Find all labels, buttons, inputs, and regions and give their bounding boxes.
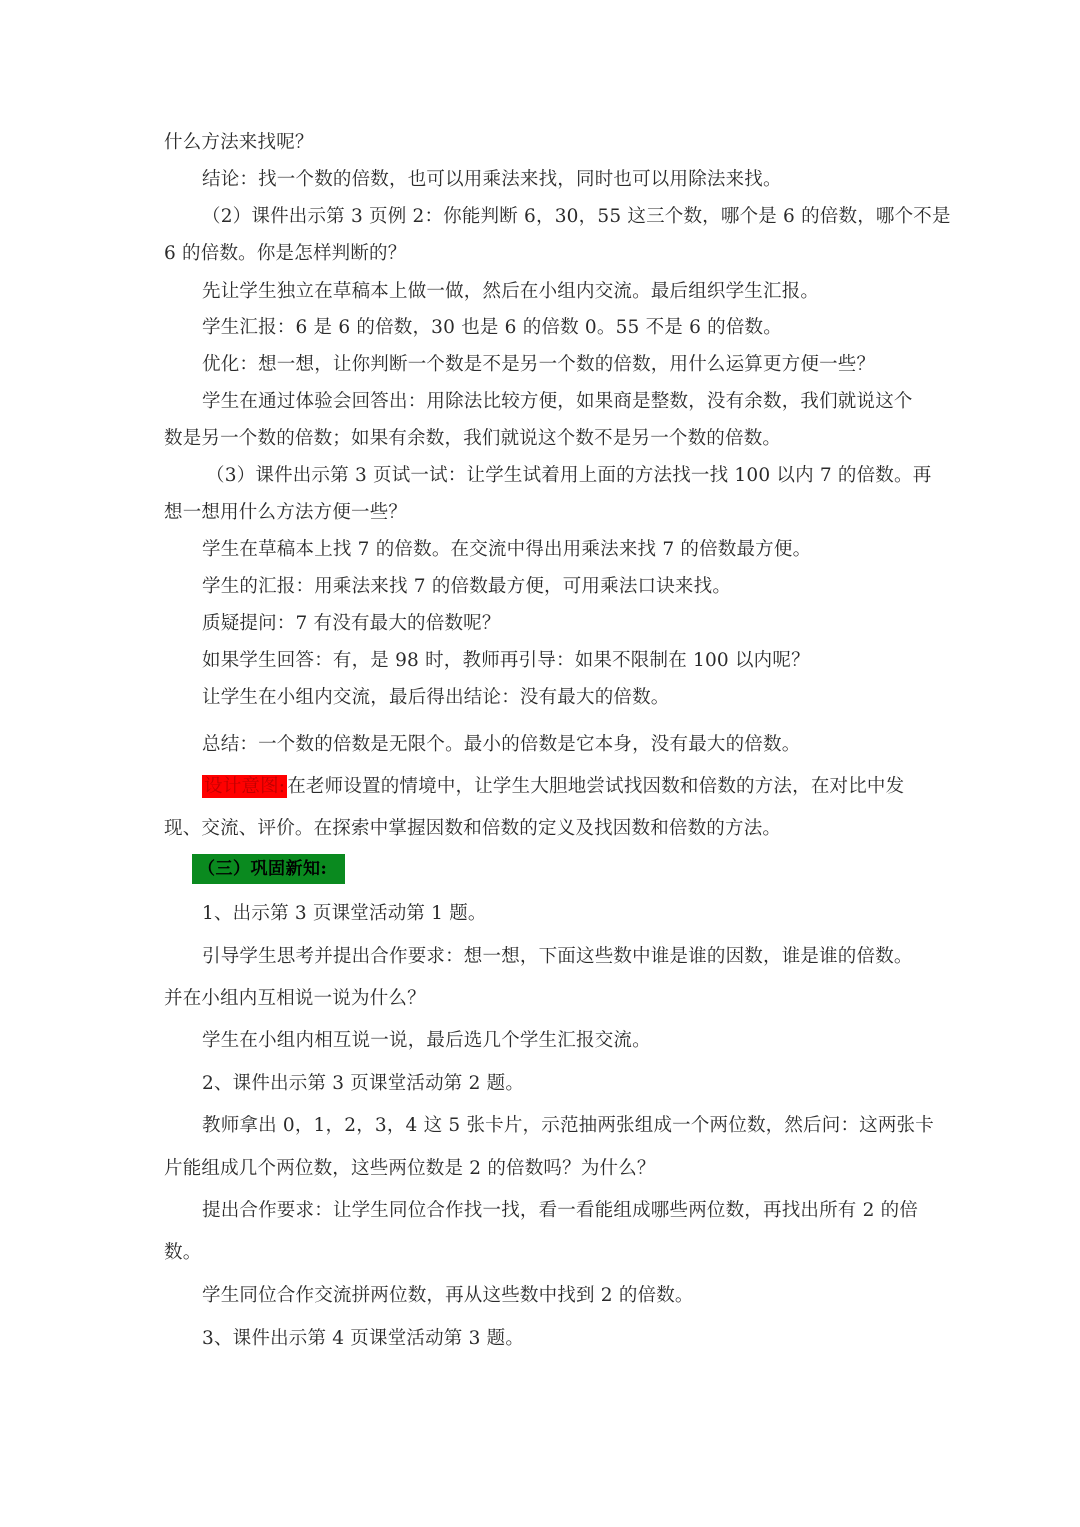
section-line: 学生同位合作交流拼两位数，再从这些数中找到 2 的倍数。	[202, 1285, 694, 1306]
paragraph-line: 学生在草稿本上找 7 的倍数。在交流中得出用乘法来找 7 的倍数最方便。	[202, 539, 812, 560]
design-intent-label: 设计意图:	[204, 776, 286, 797]
paragraph-line: 6 的倍数。你是怎样判断的？	[164, 243, 407, 264]
paragraph-line: 优化：想一想，让你判断一个数是不是另一个数的倍数，用什么运算更方便一些？	[202, 354, 876, 375]
paragraph-line: 先让学生独立在草稿本上做一做，然后在小组内交流。最后组织学生汇报。	[202, 281, 820, 302]
design-intent-continuation: 现、交流、评价。在探索中掌握因数和倍数的定义及找因数和倍数的方法。	[164, 818, 782, 839]
section-heading: （三）巩固新知:	[192, 854, 345, 884]
section-line: 提出合作要求：让学生同位合作找一找，看一看能组成哪些两位数，再找出所有 2 的倍	[202, 1200, 919, 1221]
paragraph-line: 让学生在小组内交流，最后得出结论：没有最大的倍数。	[202, 687, 670, 708]
paragraph-line: 学生汇报：6 是 6 的倍数，30 也是 6 的倍数 0。55 不是 6 的倍数。	[202, 317, 782, 338]
design-intent-line	[202, 775, 924, 799]
paragraph-line: 结论：找一个数的倍数，也可以用乘法来找，同时也可以用除法来找。	[202, 169, 782, 190]
section-line: 教师拿出 0，1，2，3，4 这 5 张卡片，示范抽两张组成一个两位数，然后问：这两张卡	[202, 1115, 934, 1136]
paragraph-line: 什么方法来找呢？	[164, 132, 314, 153]
summary-line: 总结：一个数的倍数是无限个。最小的倍数是它本身，没有最大的倍数。	[202, 734, 801, 755]
paragraph-line: 数是另一个数的倍数；如果有余数，我们就说这个数不是另一个数的倍数。	[164, 428, 782, 449]
section-line: 引导学生思考并提出合作要求：想一想，下面这些数中谁是谁的因数，谁是谁的倍数。	[202, 946, 913, 967]
paragraph-line: 如果学生回答：有，是 98 时，教师再引导：如果不限制在 100 以内呢？	[202, 650, 810, 671]
section-line: 并在小组内互相说一说为什么？	[164, 988, 426, 1009]
paragraph-line: （2）课件出示第 3 页例 2：你能判断 6，30，55 这三个数，哪个是 6 的倍数，哪个不是	[202, 206, 951, 227]
section-line: 2、课件出示第 3 页课堂活动第 2 题。	[202, 1073, 525, 1094]
section-line: 3、课件出示第 4 页课堂活动第 3 题。	[202, 1328, 525, 1349]
section-line: 学生在小组内相互说一说，最后选几个学生汇报交流。	[202, 1030, 651, 1051]
design-intent-text: 在老师设置的情境中，让学生大胆地尝试找因数和倍数的方法，在对比中发	[287, 776, 905, 797]
paragraph-line: 想一想用什么方法方便一些？	[164, 502, 408, 523]
paragraph-line: 质疑提问：7 有没有最大的倍数呢？	[202, 613, 501, 634]
section-line: 数。	[164, 1242, 202, 1263]
section-line: 1、出示第 3 页课堂活动第 1 题。	[202, 903, 487, 924]
section-line: 片能组成几个两位数，这些两位数是 2 的倍数吗？为什么？	[164, 1158, 656, 1179]
paragraph-line: （3）课件出示第 3 页试一试：让学生试着用上面的方法找一找 100 以内 7 的倍数。再	[206, 465, 932, 486]
paragraph-line: 学生在通过体验会回答出：用除法比较方便，如果商是整数，没有余数，我们就说这个	[202, 391, 913, 412]
paragraph-line: 学生的汇报：用乘法来找 7 的倍数最方便，可用乘法口诀来找。	[202, 576, 732, 597]
